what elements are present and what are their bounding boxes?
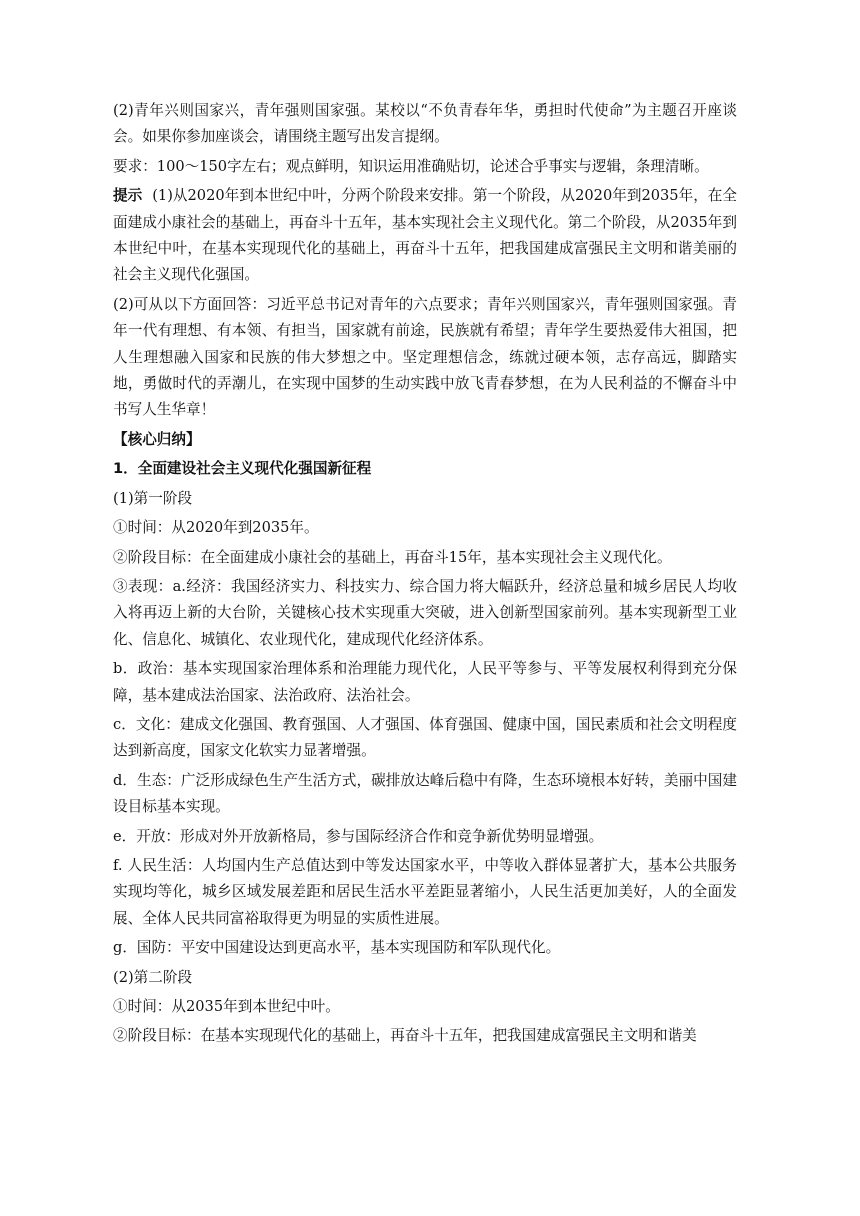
stage-1-opening: e．开放：形成对外开放新格局，参与国际经济合作和竞争新优势明显增强。	[113, 827, 604, 845]
hint-text-1: (1)从2020年到本世纪中叶，分两个阶段来安排。第一个阶段，从2020年到2035年，在全面建成小康社会的基础上，再奋斗十五年，基本实现社会主义现代化。第二个阶段，从2035年到本世纪中叶，在基本实现现代化的基础上，再奋斗十五年，把我国建成富强民主文明和谐美丽的社会主义现代化强国。	[113, 187, 737, 284]
stage-1-economy: ③表现：a.经济：我国经济实力、科技实力、综合国力将大幅跃升，经济总量和城乡居民人均收入将再迈上新的大台阶，关键核心技术实现重大突破，进入创新型国家前列。基本实现新型工业化、信息化、城镇化、农业现代化，建成现代化经济体系。	[113, 577, 737, 648]
stage-1-title: (1)第一阶段	[113, 489, 193, 507]
stage-2-time: ①时间：从2035年到本世纪中叶。	[113, 998, 340, 1015]
hint-paragraph-1	[113, 183, 737, 289]
document-page	[113, 98, 737, 1050]
stage-1-ecology: d．生态：广泛形成绿色生产生活方式，碳排放达峰后稳中有降，生态环境根本好转，美丽中国建设目标基本实现。	[113, 771, 737, 816]
hint-paragraph-2: (2)可从以下方面回答：习近平总书记对青年的六点要求；青年兴则国家兴，青年强则国家强。青年一代有理想、有本领、有担当，国家就有前途，民族就有希望；青年学生要热爱伟大祖国，把人生理想融入国家和民族的伟大梦想之中。坚定理想信念，练就过硬本领，志存高远，脚踏实地，勇做时代的弄潮儿，在实现中国梦的生动实践中放飞青春梦想，在为人民利益的不懈奋斗中书写人生华章！	[113, 295, 737, 419]
core-heading: 【核心归纳】	[113, 430, 201, 448]
stage-2-title: (2)第二阶段	[113, 968, 193, 986]
stage-1-politics: b．政治：基本实现国家治理体系和治理能力现代化，人民平等参与、平等发展权利得到充分保障，基本建成法治国家、法治政府、法治社会。	[113, 660, 737, 704]
stage-1-goal: ②阶段目标：在全面建成小康社会的基础上，再奋斗15年，基本实现社会主义现代化。	[113, 548, 672, 566]
stage-1-time: ①时间：从2020年到2035年。	[113, 519, 319, 537]
hint-label: 提示	[113, 187, 143, 205]
question-2: (2)青年兴则国家兴，青年强则国家强。某校以“不负青春年华，勇担时代使命”为主题召开座谈会。如果你参加座谈会，请围绕主题写出发言提纲。	[113, 102, 737, 146]
stage-1-defense: g．国防：平安中国建设达到更高水平，基本实现国防和军队现代化。	[113, 939, 561, 957]
stage-1-culture: c．文化：建成文化强国、教育强国、人才强国、体育强国、健康中国，国民素质和社会文明程度达到新高度，国家文化软实力显著增强。	[113, 715, 737, 760]
stage-1-livelihood: f. 人民生活：人均国内生产总值达到中等发达国家水平，中等收入群体显著扩大，基本公共服务实现均等化，城乡区域发展差距和居民生活水平差距显著缩小，人民生活更加美好，人的全面发展、全体人民共同富裕取得更为明显的实质性进展。	[113, 856, 737, 927]
section-1-title: 1．全面建设社会主义现代化强国新征程	[113, 460, 372, 478]
stage-2-goal: ②阶段目标：在基本实现现代化的基础上，再奋斗十五年，把我国建成富强民主文明和谐美	[113, 1027, 697, 1045]
requirement: 要求：100～150字左右；观点鲜明，知识运用准确贴切，论述合乎事实与逻辑，条理清晰。	[113, 157, 709, 175]
